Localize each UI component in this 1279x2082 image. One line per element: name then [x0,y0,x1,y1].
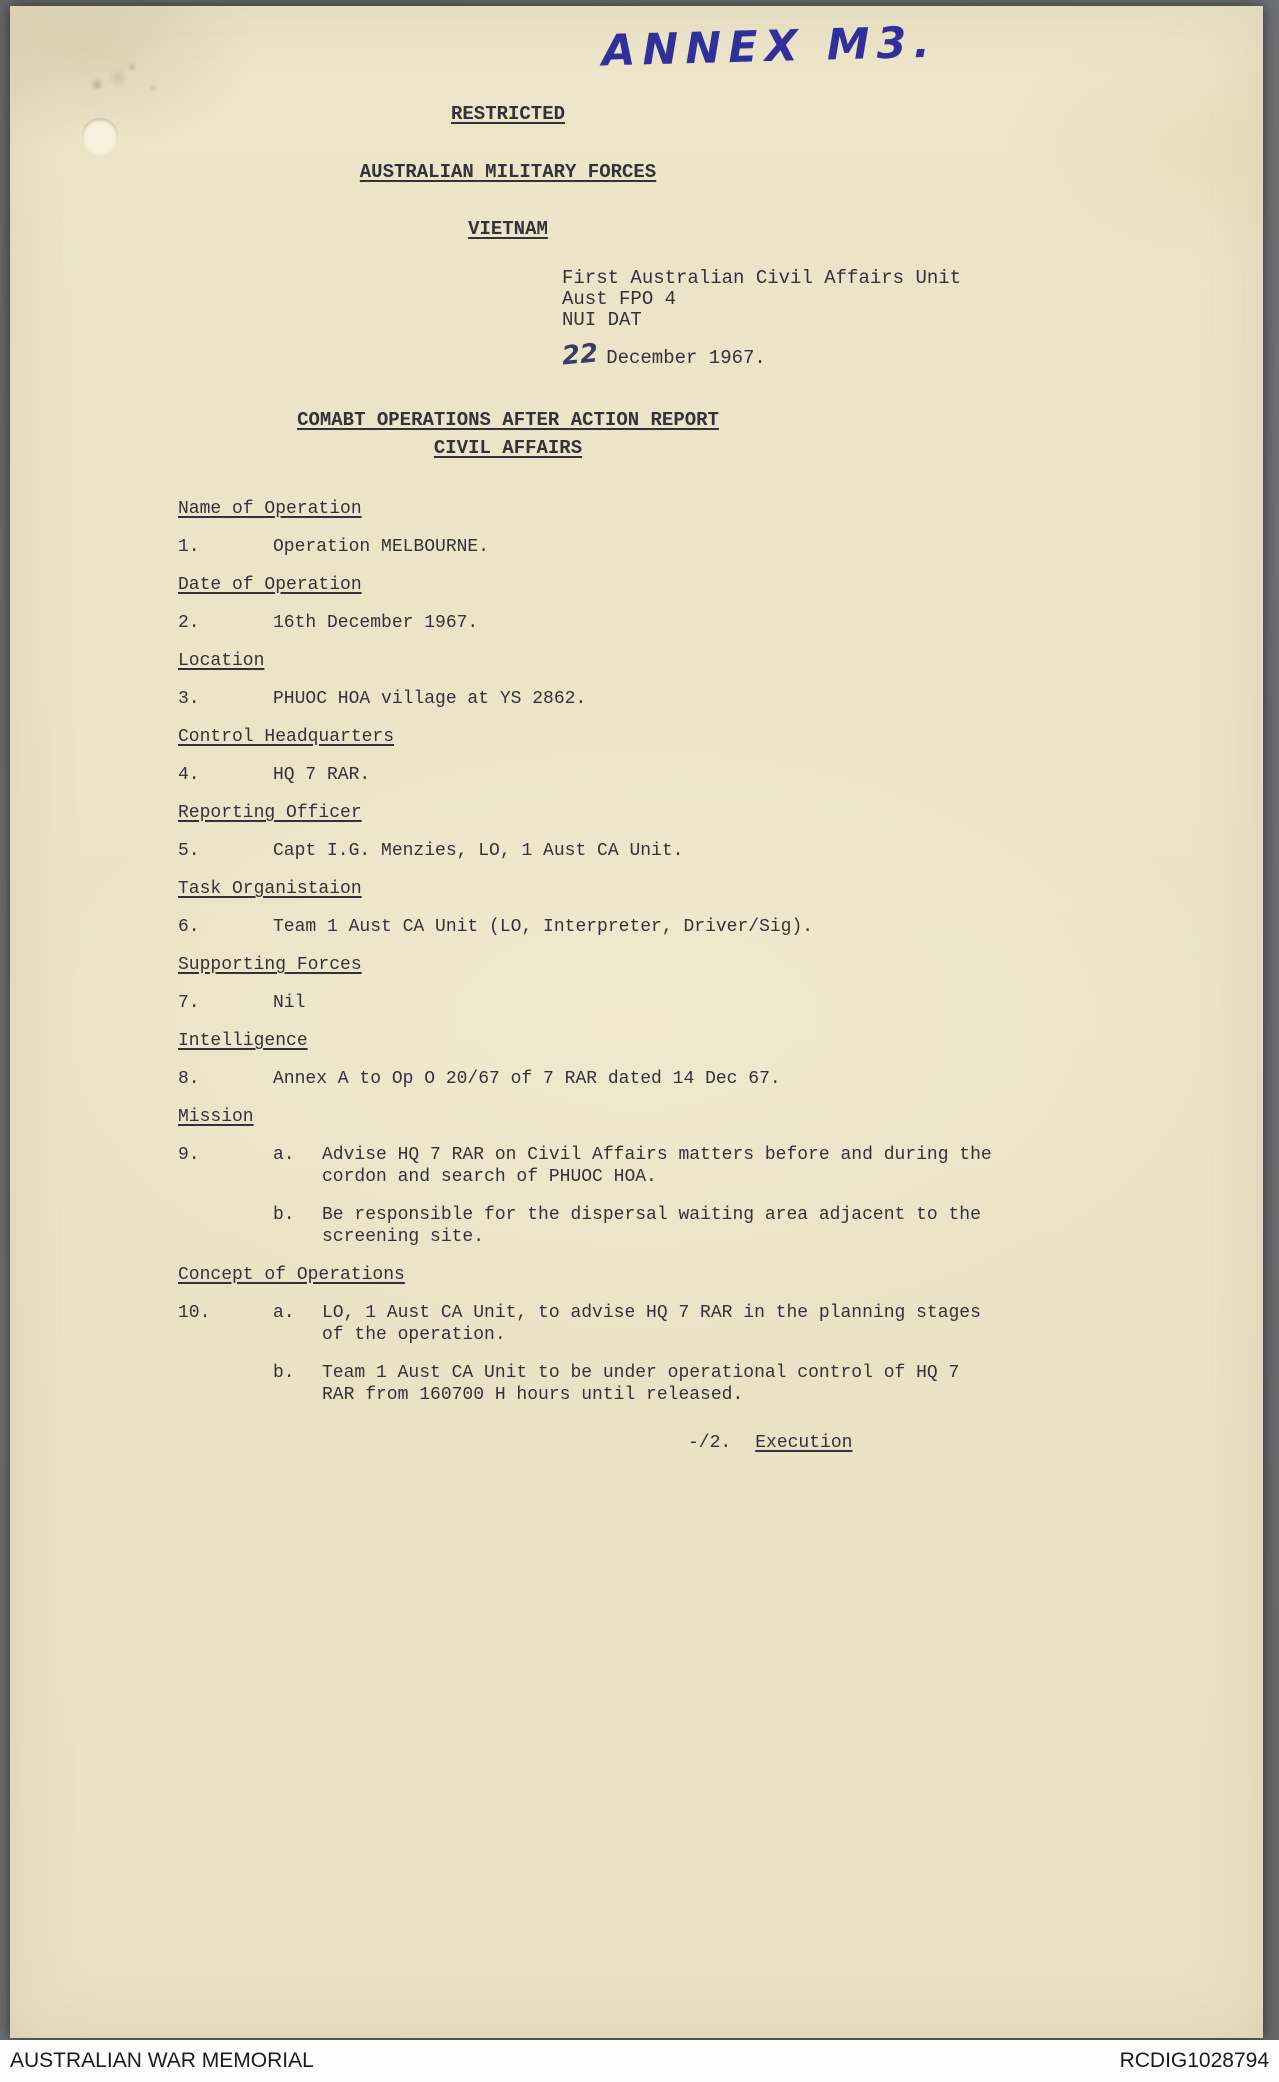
subitem-line: cordon and search of PHUOC HOA. [322,1167,657,1187]
paragraph-text: Team 1 Aust CA Unit (LO, Interpreter, Driver/Sig). [273,917,814,937]
section-paragraph [178,688,958,710]
paragraph-number: 10. [178,1303,211,1323]
paragraph-number [178,1362,273,1406]
subitem-letter: a. [273,1145,295,1165]
paragraph-number: 2. [178,613,200,633]
paragraph-number: 3. [178,689,200,709]
paragraph-text: Operation MELBOURNE. [273,537,490,557]
section-heading [178,878,958,900]
section-heading [178,574,958,596]
section-heading-text: Intelligence [178,1031,308,1051]
paragraph-number: 8. [178,1069,200,1089]
next-section-label: Execution [755,1433,853,1453]
paragraph-number: 7. [178,993,200,1013]
subitem-letter: b. [273,1363,295,1383]
section-heading [178,1264,958,1286]
section-heading [178,802,958,824]
paragraph-number: 5. [178,841,200,861]
country-heading [10,218,1006,240]
section-heading [178,1030,958,1052]
subitem-letter: a. [273,1303,295,1323]
subitem-line: Team 1 Aust CA Unit to be under operational control of HQ 7 [322,1363,960,1383]
section-heading-text: Control Headquarters [178,727,395,747]
typed-date: December 1967. [606,347,766,369]
subitem-line: Be responsible for the dispersal waiting area adjacent to the [322,1205,981,1225]
section-subparagraph [178,1204,981,1248]
subitem-lines [322,1302,981,1346]
viewer-footer [0,2040,1279,2082]
archive-name-label: AUSTRALIAN WAR MEMORIAL [10,2049,314,2072]
section-paragraph [178,992,958,1014]
paragraph-number: 6. [178,917,200,937]
section-heading-text: Supporting Forces [178,955,362,975]
paragraph-number: 1. [178,537,200,557]
section-heading [178,726,958,748]
section-paragraph [178,1068,958,1090]
report-title [10,409,1006,431]
date-line [560,338,961,372]
org-heading-text: AUSTRALIAN MILITARY FORCES [359,161,657,183]
section-heading-text: Mission [178,1107,254,1127]
country-heading-text: VIETNAM [468,218,548,240]
section-paragraph [178,536,958,558]
fpo-line: Aust FPO 4 [562,288,677,310]
section-subparagraph [178,1144,992,1188]
section-heading [178,498,958,520]
section-heading-text: Date of Operation [178,575,362,595]
section-heading-text: Name of Operation [178,499,362,519]
subitem-line: screening site. [322,1227,485,1247]
classification-banner [10,103,1006,125]
section-subparagraph [178,1362,958,1406]
paragraph-number: 4. [178,765,200,785]
paragraph-number: 9. [178,1145,200,1165]
subitem-line: Advise HQ 7 RAR on Civil Affairs matters before and during the [322,1145,992,1165]
handwritten-annex-note: ANNEX M3. [601,17,938,77]
subitem-letter: b. [273,1205,295,1225]
paragraph-number [178,1204,273,1248]
handwritten-day: 22 [560,338,600,372]
report-subtitle-text: CIVIL AFFAIRS [433,437,583,459]
subitem-line: RAR from 160700 H hours until released. [322,1385,744,1405]
subitem-lines [322,1204,981,1248]
document-page [10,6,1263,2038]
section-paragraph [178,840,958,862]
paragraph-text: PHUOC HOA village at YS 2862. [273,689,587,709]
record-id-label: RCDIG1028794 [1119,2049,1269,2072]
section-paragraph [178,764,958,786]
continuation-prefix: -/2. [688,1433,732,1453]
section-heading-text: Location [178,651,265,671]
report-subtitle [10,437,1006,459]
paragraph-text: 16th December 1967. [273,613,479,633]
classification-text: RESTRICTED [450,103,566,125]
subitem-lines [322,1144,992,1188]
continuation-note [688,1432,958,1454]
subitem-line: of the operation. [322,1325,506,1345]
section-paragraph [178,916,958,938]
section-subparagraph [178,1302,981,1346]
report-title-text: COMABT OPERATIONS AFTER ACTION REPORT [297,409,719,431]
section-heading-text: Concept of Operations [178,1265,405,1285]
section-paragraph [178,612,958,634]
unit-name-line: First Australian Civil Affairs Unit [562,267,962,289]
section-heading [178,650,958,672]
subitem-lines [322,1362,959,1406]
section-heading [178,1106,958,1128]
paragraph-text: Capt I.G. Menzies, LO, 1 Aust CA Unit. [273,841,684,861]
base-line: NUI DAT [562,309,642,331]
section-heading-text: Task Organistaion [178,879,362,899]
paragraph-text: Annex A to Op O 20/67 of 7 RAR dated 14 Dec 67. [273,1069,781,1089]
org-heading [10,161,1006,183]
document-body [178,498,992,1454]
section-heading-text: Reporting Officer [178,803,362,823]
paragraph-text: Nil [273,993,306,1013]
unit-address-block [560,267,962,372]
paragraph-text: HQ 7 RAR. [273,765,371,785]
subitem-line: LO, 1 Aust CA Unit, to advise HQ 7 RAR in the planning stages [322,1303,981,1323]
section-heading [178,954,958,976]
